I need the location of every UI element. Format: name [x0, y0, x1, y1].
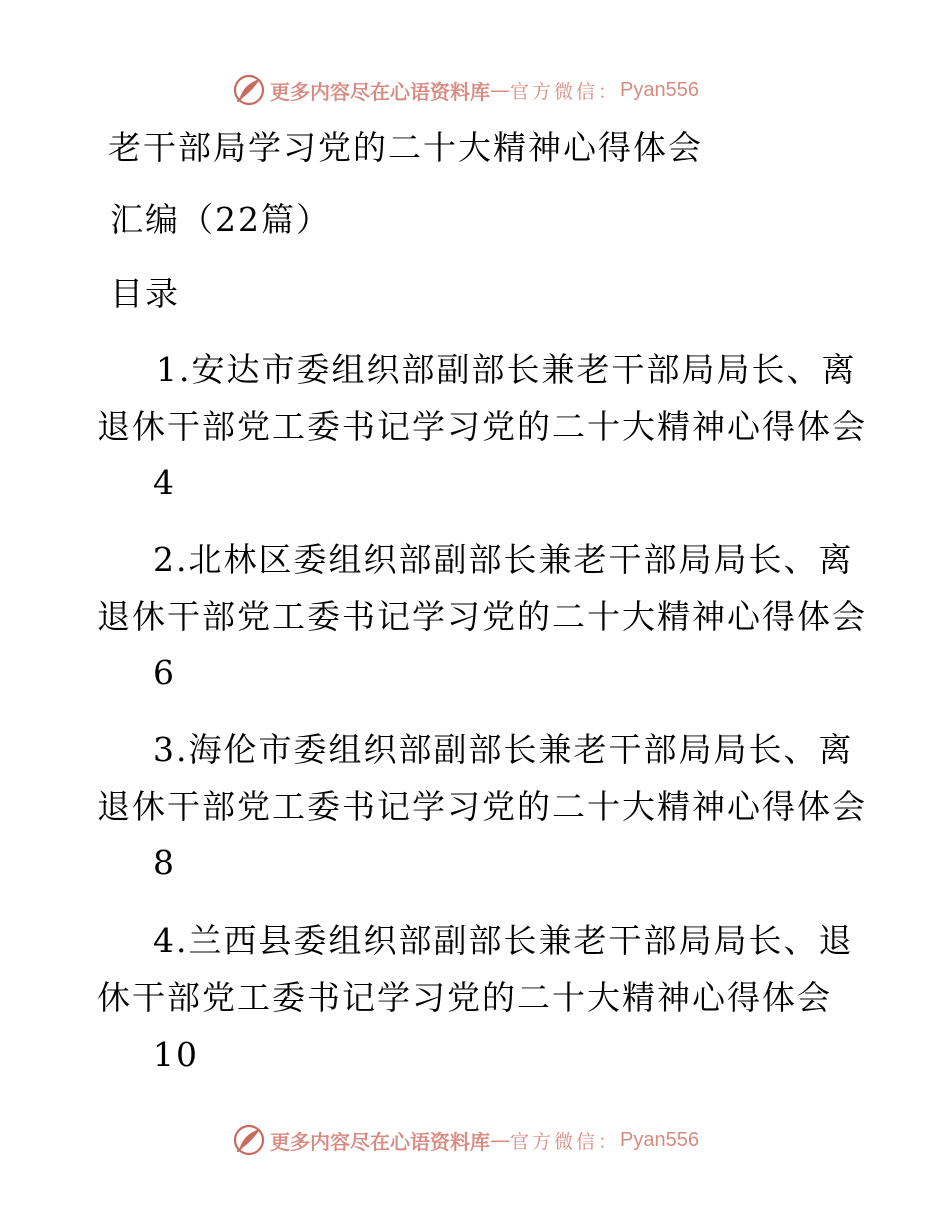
watermark-banner-top: [232, 72, 699, 108]
toc-entry-3-line1: 3.海伦市委组织部副部长兼老干部局局长、离: [153, 730, 854, 769]
watermark-wechat-label: 官方微信：: [510, 1130, 621, 1153]
watermark-banner-bottom: [232, 1122, 699, 1158]
toc-entry-4-line1: 4.兰西县委组织部副部长兼老干部局局长、退: [153, 921, 854, 960]
watermark-wechat-id: Pyan556: [620, 78, 699, 101]
document-title-line2: 汇编（22篇）: [110, 200, 331, 239]
document-title-line1: 老干部局学习党的二十大精神心得体会: [108, 128, 703, 167]
toc-entry-3-page: 8: [153, 843, 176, 882]
quill-logo-icon: [232, 1123, 266, 1157]
watermark-separator: —: [490, 78, 510, 102]
watermark-text: 更多内容尽在心语资料库: [270, 79, 490, 104]
quill-logo-icon: [232, 73, 266, 107]
toc-entry-2-line1: 2.北林区委组织部副部长兼老干部局局长、离: [153, 540, 854, 579]
toc-entry-4-line2: 休干部党工委书记学习党的二十大精神心得体会: [97, 978, 832, 1017]
watermark-wechat-label: 官方微信：: [510, 80, 621, 103]
toc-entry-1-line1: 1.安达市委组织部副部长兼老干部局局长、离: [156, 350, 857, 389]
toc-heading: 目录: [110, 274, 180, 313]
toc-entry-3-line2: 退休干部党工委书记学习党的二十大精神心得体会: [97, 787, 867, 826]
toc-entry-1-line2: 退休干部党工委书记学习党的二十大精神心得体会: [97, 407, 867, 446]
toc-entry-4-page: 10: [153, 1035, 199, 1074]
watermark-text: 更多内容尽在心语资料库: [270, 1129, 490, 1154]
toc-entry-2-line2: 退休干部党工委书记学习党的二十大精神心得体会: [97, 597, 867, 636]
watermark-wechat-id: Pyan556: [620, 1128, 699, 1151]
toc-entry-1-page: 4: [153, 463, 176, 502]
toc-entry-2-page: 6: [153, 653, 176, 692]
watermark-separator: —: [490, 1128, 510, 1152]
